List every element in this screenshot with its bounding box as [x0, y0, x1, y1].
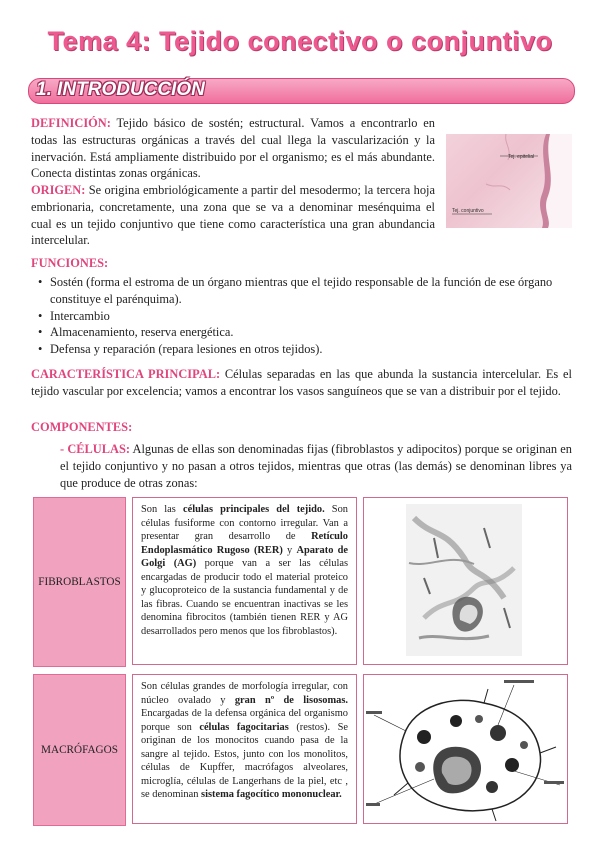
fibroblastos-image	[363, 497, 568, 665]
celulas-paragraph	[60, 441, 572, 491]
fibroblastos-description: Son las células principales del tejido. Son células fusiforme con contorno irregular. Van a presentar gran desarrollo de Retículo Endoplasmático Rugoso (RER) y Aparato de Golgi (AG) porque van a ser las células encargadas de producir todo el material proteico y glucoproteico de la sustancia fundamental y de las fibras. Cuando se encuentran inactivas se les denomina fibrocitos (también tienen RER y AG desarrollados pero menos que los fibroblastos).	[132, 497, 357, 665]
origen-label: ORIGEN:	[31, 183, 86, 197]
histology-svg	[446, 134, 572, 228]
list-item: • Intercambio	[36, 308, 576, 325]
histology-image	[446, 134, 572, 228]
celulas-text: Algunas de ellas son denominadas fijas (fibroblastos y adipocitos) porque se originan en el tejido conjuntivo y no pasan a otros tejidos, mientras que otras (las demás) se denominan libres ya que produce de otras zonas:	[60, 442, 572, 490]
list-item: • Sostén (forma el estroma de un órgano mientras que el tejido responsable de la función de ese órgano constituye el parénquima).	[36, 274, 576, 308]
celulas-label: - CÉLULAS:	[60, 442, 130, 456]
list-item: • Almacenamiento, reserva energética.	[36, 324, 576, 341]
componentes-heading: COMPONENTES:	[31, 420, 133, 434]
list-item: • Defensa y reparación (repara lesiones en otros tejidos).	[36, 341, 576, 358]
fibroblast-micrograph	[364, 498, 567, 664]
page-title: Tema 4: Tejido conectivo o conjuntivo	[47, 26, 553, 56]
funciones-list	[36, 274, 576, 358]
fibroblastos-label: FIBROBLASTOS	[33, 497, 126, 667]
section-title: 1. INTRODUCCIÓN	[36, 79, 205, 100]
origen-paragraph	[31, 182, 435, 249]
macrofagos-image	[363, 674, 568, 824]
definicion-paragraph	[31, 115, 435, 182]
macrofagos-label: MACRÓFAGOS	[33, 674, 126, 826]
caracteristica-text: Células separadas en las que abunda la sustancia intercelular. Es el tejido vascular por excelencia; vamos a encontrar los vasos sanguíneos que se van a distribuir por el tejido.	[31, 367, 573, 398]
caracteristica-label: CARACTERÍSTICA PRINCIPAL:	[31, 367, 221, 381]
caracteristica-paragraph	[31, 366, 572, 400]
macrofagos-description: Son células grandes de morfología irregular, con núcleo ovalado y gran nº de lisosomas. Encargadas de la defensa orgánica del organismo porque son células fagocitarias (restos). Se originan de los monocitos cuando pasa de la sangre al tejido. Estos, junto con los monolitos, células de Kupffer, macrófagos alveolares, microglía, células de Langerhans de la piel, etc , se denominan sistema fagocítico mononuclear.	[132, 674, 357, 824]
funciones-heading: FUNCIONES:	[31, 256, 109, 270]
origen-text: Se origina embriológicamente a partir del mesodermo; la tercera hoja embrionaria, concretamente, una zona que se va a denominar mesénquima el cual es un tejido conjuntivo que tiene como característica una gran abundancia intercelular.	[31, 183, 435, 248]
macrophage-diagram	[364, 675, 567, 823]
histology-label-epithelial: Tej. epitelial	[508, 154, 535, 160]
definicion-text: Tejido básico de sostén; estructural. Vamos a encontrarlo en todas las estructuras orgánicas a través del cual llega la vascularización y la inervación. Está ampliamente distribuido por el organismo; es el más abundante. Conecta distintas zonas orgánicas.	[31, 116, 435, 181]
histology-label-connective: Tej. conjuntivo	[452, 208, 484, 214]
definicion-label: DEFINICIÓN:	[31, 116, 111, 130]
